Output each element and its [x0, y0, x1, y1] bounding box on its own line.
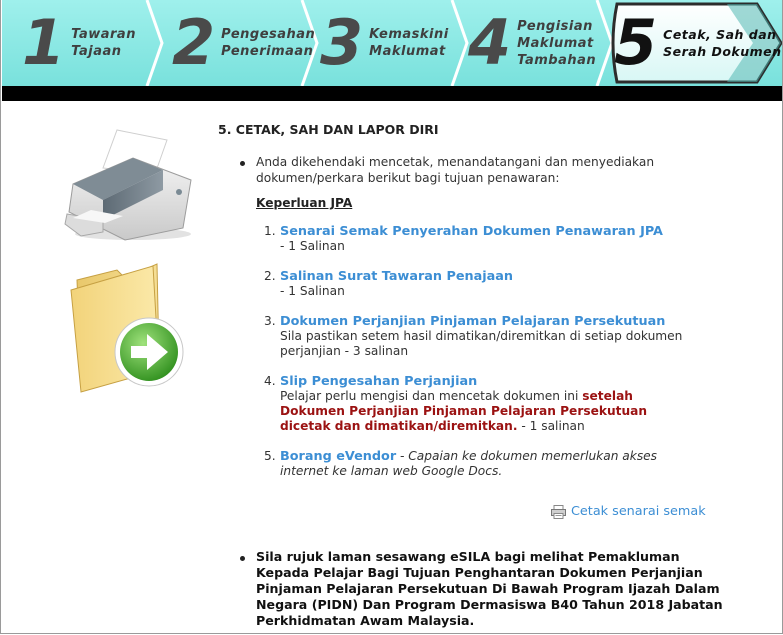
step-3-number: 3	[320, 6, 364, 79]
item-sub-a: Pelajar perlu mengisi dan mencetak dokumen ini	[280, 389, 583, 403]
step-3[interactable]	[320, 0, 449, 86]
link-dokumen-perjanjian[interactable]: Dokumen Perjanjian Pinjaman Pelajaran Persekutuan	[280, 314, 666, 329]
header-divider	[2, 86, 782, 101]
link-surat-tawaran[interactable]: Salinan Surat Tawaran Penajaan	[280, 269, 514, 284]
item-sub-warning: setelah Dokumen Perjanjian Pinjaman Pelajaran Persekutuan dicetak dan dimatikan/diremitkan.	[280, 389, 648, 433]
section-heading: 5. CETAK, SAH DAN LAPOR DIRI	[218, 122, 439, 137]
step-1-label-line2: Tajaan	[71, 44, 122, 59]
step-1[interactable]	[22, 0, 136, 86]
step-5[interactable]	[614, 0, 782, 86]
item-number: 5.	[264, 449, 276, 463]
step-2[interactable]	[172, 0, 315, 86]
link-senarai-semak[interactable]: Senarai Semak Penyerahan Dokumen Penawaran JPA	[280, 224, 663, 239]
item-number: 3.	[264, 314, 276, 328]
step-4-label-line3: Tambahan	[517, 52, 597, 68]
step-4-label-line1: Pengisian	[517, 18, 593, 34]
item-sub: - Capaian ke dokumen memerlukan akses internet ke laman web Google Docs.	[280, 449, 658, 478]
print-checklist-link[interactable]	[551, 504, 706, 519]
item-sub: - 1 Salinan	[280, 239, 345, 253]
item-sub: - 1 Salinan	[280, 284, 345, 298]
step-4[interactable]	[468, 0, 596, 86]
item-number: 4.	[264, 374, 276, 388]
step-2-number: 2	[172, 6, 216, 79]
link-slip-pengesahan[interactable]: Slip Pengesahan Perjanjian	[280, 374, 478, 389]
step-5-label-line2: Serah Dokumen	[663, 44, 782, 59]
list-item	[264, 224, 700, 254]
step-4-label-line2: Maklumat	[517, 35, 594, 51]
print-checklist-label: Cetak senarai semak	[571, 504, 706, 519]
step-1-number: 1	[22, 6, 66, 79]
item-sub: Sila pastikan setem hasil dimatikan/diremitkan di setiap dokumen perjanjian - 3 salinan	[280, 329, 683, 358]
requirements-title: Keperluan JPA	[256, 196, 353, 210]
list-item	[264, 269, 700, 299]
link-borang-evendor[interactable]: Borang eVendor	[280, 449, 397, 464]
print-icon	[551, 505, 566, 519]
item-number: 2.	[264, 269, 276, 283]
notice-text: Sila rujuk laman sesawang eSILA bagi melihat Pemakluman Kepada Pelajar Bagi Tujuan Penghantaran Dokumen Perjanjian Pinjaman Pelajaran Persekutuan Di Bawah Program Ijazah Dalam Negara (PIDN) Dan Program Dermasiswa B40 Tahun 2018 Jabatan Perkhidmatan Awam Malaysia.	[256, 549, 723, 628]
step-3-label-line1: Kemaskini	[369, 27, 449, 42]
step-2-label-line2: Penerimaan	[221, 44, 314, 59]
item-number: 1.	[264, 224, 276, 238]
step-2-label-line1: Pengesahan	[221, 27, 316, 42]
step-3-label-line2: Maklumat	[369, 44, 446, 59]
list-item	[264, 314, 700, 359]
bullet	[240, 556, 245, 561]
list-item	[264, 374, 700, 434]
list-item	[264, 449, 700, 479]
bullet	[240, 161, 245, 166]
step-5-number: 5	[614, 6, 658, 79]
intro-text: Anda dikehendaki mencetak, menandatangani dan menyediakan dokumen/perkara berikut bagi tujuan penawaran:	[256, 155, 655, 185]
item-sub-b: - 1 salinan	[517, 419, 585, 433]
step-1-label-line1: Tawaran	[71, 27, 136, 42]
step-4-number: 4	[468, 6, 512, 79]
step-header	[2, 0, 782, 86]
printer-icon	[63, 128, 198, 243]
step-5-label-line1: Cetak, Sah dan	[663, 27, 777, 42]
folder-arrow-icon	[67, 260, 187, 395]
